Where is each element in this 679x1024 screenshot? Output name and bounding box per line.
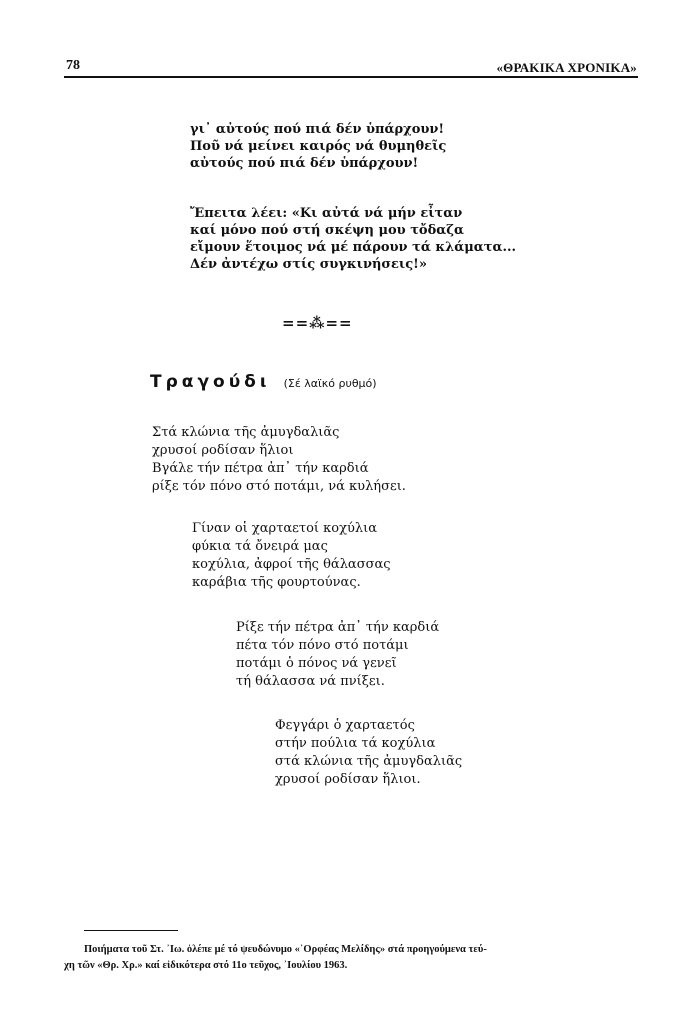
verse-line: εἴμουν ἕτοιμος νά μέ πάρουν τά κλάματα... xyxy=(190,240,517,255)
verse-line: πέτα τόν πόνο στό ποτάμι xyxy=(236,638,409,653)
song-subtitle: (Σέ λαϊκό ρυθμό) xyxy=(283,377,377,390)
footnote-rule xyxy=(84,930,178,931)
verse-line: ρίξε τόν πόνο στό ποτάμι, νά κυλήσει. xyxy=(152,479,406,494)
song-heading xyxy=(150,372,377,392)
footnote xyxy=(64,942,636,974)
verse-line: Ἔπειτα λέει: «Κι αὐτά νά μήν εἶταν xyxy=(190,206,463,221)
verse-line: Φεγγάρι ὁ χαρταετός xyxy=(275,718,415,733)
verse-line: αὐτούς πού πιά δέν ὑπάρχουν! xyxy=(190,156,419,171)
footnote-line: χη τῶν «Θρ. Χρ.» καί εἰδικότερα στό 11ο τεῦχος, ᾽Ιουλίου 1963. xyxy=(64,960,348,971)
verse-line: Στά κλώνια τῆς ἀμυγδαλιᾶς xyxy=(152,425,340,440)
footnote-line: Ποιήματα τοῦ Στ. ᾽Ιω. ὁλέπε μέ τό ψευδώνυμο «᾽Ορφέας Μελίδης» στά προηγούμενα τεύ- xyxy=(84,944,487,955)
poem-end-stanza-2 xyxy=(190,205,516,273)
verse-line: Βγάλε τήν πέτρα ἀπ᾽ τήν καρδιά xyxy=(152,461,369,476)
verse-line: γι᾽ αὐτούς πού πιά δέν ὑπάρχουν! xyxy=(190,122,445,137)
verse-line: Ρίξε τήν πέτρα ἀπ᾽ τήν καρδιά xyxy=(236,620,440,635)
verse-line: στά κλώνια τῆς ἀμυγδαλιᾶς xyxy=(275,754,463,769)
verse-line: Ποῦ νά μείνει καιρός νά θυμηθεῖς xyxy=(190,139,447,154)
song-stanza-4 xyxy=(275,717,462,789)
section-separator: ==⁂== xyxy=(282,314,353,332)
verse-line: χρυσοί ροδίσαν ἥλιοι. xyxy=(275,772,421,787)
running-title: «ΘΡΑΚΙΚΑ ΧΡΟΝΙΚΑ» xyxy=(496,60,637,75)
poem-end-stanza-1 xyxy=(190,121,446,172)
verse-line: στήν πούλια τά κοχύλια xyxy=(275,736,436,751)
verse-line: Γίναν οἱ χαρταετοί κοχύλια xyxy=(192,521,377,536)
song-stanza-1 xyxy=(152,424,406,496)
verse-line: ποτάμι ὁ πόνος νά γενεῖ xyxy=(236,656,397,671)
verse-line: Δέν ἀντέχω στίς συγκινήσεις!» xyxy=(190,257,427,272)
verse-line: καί μόνο πού στή σκέψη μου τὄδαζα xyxy=(190,223,464,238)
verse-line: τή θάλασσα νά πνίξει. xyxy=(236,674,385,689)
verse-line: καράβια τῆς φουρτούνας. xyxy=(192,575,361,590)
verse-line: κοχύλια, ἀφροί τῆς θάλασσας xyxy=(192,557,391,572)
song-title: Τραγούδι xyxy=(150,372,271,392)
song-stanza-3 xyxy=(236,619,439,691)
verse-line: χρυσοί ροδίσαν ἥλιοι xyxy=(152,443,294,458)
header-rule xyxy=(64,76,638,78)
song-stanza-2 xyxy=(192,520,391,592)
verse-line: φύκια τά ὄνειρά μας xyxy=(192,539,328,554)
page-number: 78 xyxy=(66,58,80,73)
